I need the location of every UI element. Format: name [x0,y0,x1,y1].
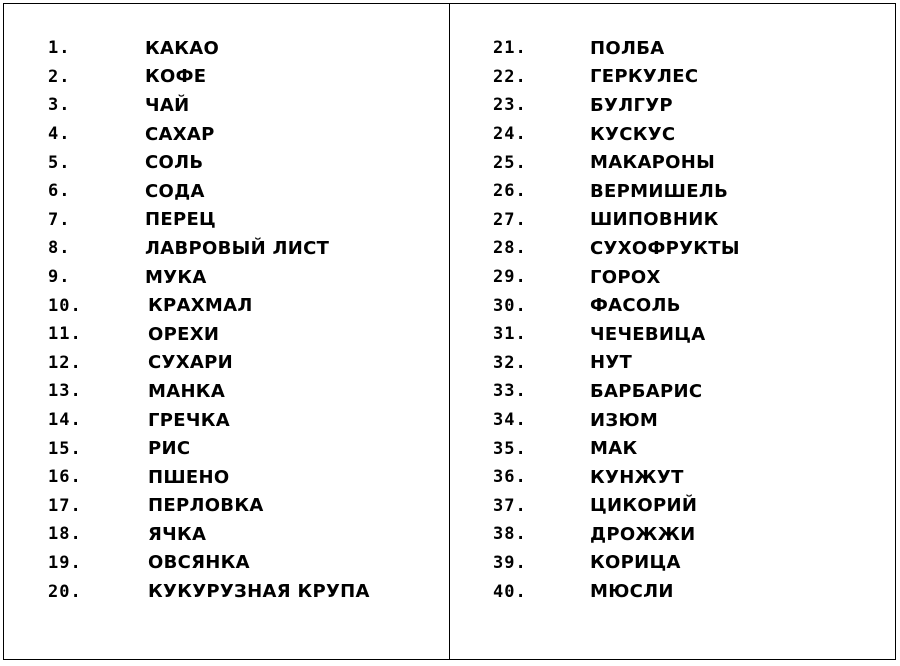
list-item [48,91,370,120]
list-item [48,234,370,263]
item-name: ВЕРМИШЕЛЬ [590,180,729,202]
list-item [493,148,740,177]
item-name: СОДА [145,180,205,202]
item-name: КОРИЦА [590,552,681,574]
item-name: РИС [148,438,191,460]
item-number: 8. [48,238,71,259]
list-item [493,63,740,92]
list-item [48,177,370,206]
list-item [493,377,740,406]
item-name: ПШЕНО [148,466,230,488]
item-name: ДРОЖЖИ [590,523,696,545]
item-name: МУКА [145,266,207,288]
item-name: ШИПОВНИК [590,209,719,231]
item-number: 33. [493,381,527,402]
item-name: КРАХМАЛ [148,295,253,317]
item-number: 39. [493,552,527,573]
list-item [48,349,370,378]
item-number: 29. [493,267,527,288]
item-name: ЦИКОРИЙ [590,495,698,517]
item-number: 24. [493,124,527,145]
list-item [493,406,740,435]
item-number: 7. [48,209,71,230]
item-name: КУНЖУТ [590,466,684,488]
item-number: 40. [493,581,527,602]
item-number: 1. [48,38,71,59]
item-name: ПОЛБА [590,37,665,59]
item-name: МЮСЛИ [590,581,674,603]
item-number: 4. [48,124,71,145]
list-item [493,463,740,492]
item-name: БУЛГУР [590,94,673,116]
item-number: 23. [493,95,527,116]
item-name: СУХАРИ [148,352,233,374]
item-name: МАК [590,438,638,460]
item-number: 18. [48,524,82,545]
item-name: ОВСЯНКА [148,552,250,574]
item-name: ПЕРЕЦ [145,209,217,231]
list-item [48,120,370,149]
item-name: ФАСОЛЬ [590,295,681,317]
list-item [48,520,370,549]
item-name: КАКАО [145,37,220,59]
item-number: 10. [48,295,82,316]
item-number: 20. [48,581,82,602]
list-item [48,206,370,235]
list-item [493,34,740,63]
item-name: СУХОФРУКТЫ [590,237,740,259]
item-number: 19. [48,552,82,573]
product-list-table [3,3,896,660]
list-item [48,291,370,320]
list-item [493,520,740,549]
list-item [493,549,740,578]
item-name: ГРЕЧКА [148,409,230,431]
left-column [4,4,450,659]
item-name: БАРБАРИС [590,380,703,402]
list-item [493,206,740,235]
item-number: 17. [48,495,82,516]
item-name: ОРЕХИ [148,323,220,345]
list-item [493,577,740,606]
item-number: 13. [48,381,82,402]
item-name: ГЕРКУЛЕС [590,66,699,88]
item-number: 38. [493,524,527,545]
list-item [493,291,740,320]
item-name: КОФЕ [145,66,207,88]
item-number: 34. [493,410,527,431]
item-name: ЧЕЧЕВИЦА [590,323,706,345]
list-item [48,63,370,92]
list-item [48,549,370,578]
item-number: 16. [48,467,82,488]
list-item [48,377,370,406]
list-item [493,91,740,120]
item-number: 25. [493,152,527,173]
item-name: САХАР [145,123,215,145]
item-name: КУКУРУЗНАЯ КРУПА [148,581,370,603]
item-name: КУСКУС [590,123,676,145]
item-name: ИЗЮМ [590,409,659,431]
item-number: 5. [48,152,71,173]
item-name: МАНКА [148,380,226,402]
right-item-list [493,34,740,606]
list-item [493,320,740,349]
item-number: 15. [48,438,82,459]
item-number: 22. [493,66,527,87]
item-number: 28. [493,238,527,259]
item-number: 27. [493,209,527,230]
list-item [493,349,740,378]
item-name: ЧАЙ [145,94,190,116]
right-column [450,4,895,659]
item-number: 12. [48,352,82,373]
list-item [48,463,370,492]
list-item [48,406,370,435]
left-item-list [48,34,370,606]
item-number: 2. [48,66,71,87]
item-number: 31. [493,324,527,345]
item-name: ПЕРЛОВКА [148,495,264,517]
item-number: 6. [48,181,71,202]
item-number: 21. [493,38,527,59]
item-number: 3. [48,95,71,116]
item-name: МАКАРОНЫ [590,152,716,174]
list-item [493,120,740,149]
item-name: ЯЧКА [148,523,207,545]
list-item [48,148,370,177]
item-number: 26. [493,181,527,202]
list-item [493,234,740,263]
item-number: 30. [493,295,527,316]
list-item [48,434,370,463]
item-number: 37. [493,495,527,516]
list-item [48,577,370,606]
item-name: СОЛЬ [145,152,204,174]
list-item [48,492,370,521]
list-item [48,320,370,349]
list-item [493,434,740,463]
list-item [48,263,370,292]
item-number: 11. [48,324,82,345]
item-name: ЛАВРОВЫЙ ЛИСТ [145,237,330,259]
list-item [493,263,740,292]
item-number: 9. [48,267,71,288]
list-item [493,177,740,206]
item-name: ГОРОХ [590,266,661,288]
item-number: 36. [493,467,527,488]
list-item [48,34,370,63]
list-item [493,492,740,521]
item-number: 14. [48,410,82,431]
item-number: 35. [493,438,527,459]
item-number: 32. [493,352,527,373]
item-name: НУТ [590,352,633,374]
